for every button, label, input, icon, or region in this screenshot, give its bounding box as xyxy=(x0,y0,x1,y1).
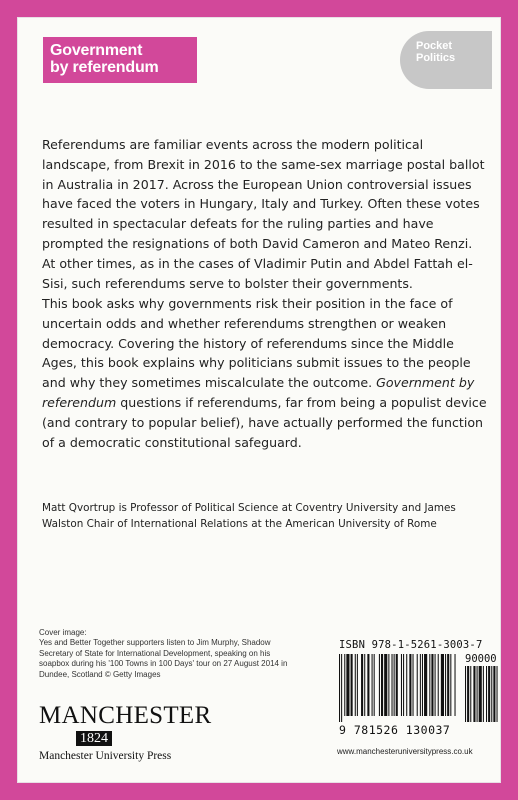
series-badge-line-2: Politics xyxy=(416,52,456,64)
barcode-bar xyxy=(357,654,358,716)
barcode-bar xyxy=(394,654,395,716)
series-badge-line-1: Pocket xyxy=(416,40,453,52)
barcode-bar xyxy=(351,654,353,716)
publisher-website: www.manchesteruniversitypress.co.uk xyxy=(337,747,473,756)
price-barcode-bar xyxy=(491,666,492,722)
book-title-italic: Government by referendum xyxy=(42,375,475,410)
barcode-bar xyxy=(424,654,427,716)
barcode-bar xyxy=(447,654,449,716)
barcode-bar xyxy=(361,654,363,716)
price-barcode-bar xyxy=(488,666,490,722)
description-paragraph-1: Referendums are familiar events across the modern political landscape, from Brexit in 2016 to the same-sex marriage postal ballot in Australia in 2017. Across the European Union controversial issues have faced the voters in Hungary, Italy and Turkey. Often these votes resulted in spectacular defeats for the ruling parties and have prompted the resignations of both David Cameron and Mateo Renzi. At other times, as in the cases of Vladimir Putin and Abdel Fattah el-Sisi, such referendums serve to bolster their governments. xyxy=(42,137,485,291)
price-barcode-bar xyxy=(486,666,487,722)
price-barcode-bar xyxy=(473,666,475,722)
barcode-bar xyxy=(431,654,433,716)
barcode-bar xyxy=(445,654,446,716)
barcode-bar xyxy=(374,654,375,716)
price-barcode-bar xyxy=(470,666,471,722)
barcode-bar xyxy=(422,654,423,716)
barcode-bar xyxy=(435,654,436,716)
barcode-bar xyxy=(409,654,411,716)
publisher-logo-name: MANCHESTER xyxy=(39,702,212,729)
barcode-bar xyxy=(367,654,369,716)
barcode-bar xyxy=(413,654,414,716)
para2-text-end: questions if referendums, far from being a populist device (and contrary to popular belief), have actually performed the function of a democratic constitutional safeguard. xyxy=(42,394,487,450)
barcode-bar xyxy=(346,654,349,716)
author-bio: Matt Qvortrup is Professor of Political Science at Coventry University and James Walston Chair of International Relations at the American University of Rome xyxy=(42,502,456,530)
title-line-1: Government xyxy=(50,42,143,59)
barcode-bar xyxy=(438,654,439,716)
barcode-bar xyxy=(344,654,345,716)
series-badge xyxy=(400,31,492,89)
barcode-bar xyxy=(417,654,418,716)
barcode-bar xyxy=(429,654,430,716)
cover-image-credit xyxy=(39,628,299,680)
barcode-bar xyxy=(392,654,393,716)
barcode-bar xyxy=(401,654,402,716)
barcode-bar xyxy=(396,654,398,716)
barcode-bar xyxy=(341,654,342,722)
price-barcode-bar xyxy=(479,666,482,722)
publisher-name: Manchester University Press xyxy=(39,750,172,762)
description-paragraph-2 xyxy=(42,294,488,452)
isbn-label: ISBN 978-1-5261-3003-7 xyxy=(339,639,483,651)
back-cover xyxy=(17,17,501,783)
price-barcode-bar xyxy=(477,666,478,722)
barcode-bar xyxy=(441,654,444,716)
barcode-bar xyxy=(355,654,356,716)
price-barcode-bar xyxy=(497,666,498,722)
barcode-bar xyxy=(455,654,456,716)
barcode-bar xyxy=(403,654,404,716)
barcode-bar xyxy=(339,654,340,722)
barcode-bars xyxy=(337,654,503,724)
cover-image-heading: Cover image: xyxy=(39,628,87,637)
barcode-bar xyxy=(384,654,387,716)
barcode-bar xyxy=(450,654,451,716)
barcode-bar xyxy=(420,654,421,716)
barcode-bar xyxy=(406,654,407,716)
cover-image-caption: Yes and Better Together supporters listen to Jim Murphy, Shadow Secretary of State for International Development, speaking on his soapbox during his '100 Towns in 100 Days' tour on 27 August 2014 in Dundee, Scotland © Getty Images xyxy=(39,638,288,679)
barcode-bar xyxy=(372,654,373,716)
publisher-logo-year: 1824 xyxy=(76,731,112,746)
price-barcode-bar xyxy=(483,666,484,722)
price-barcode-bar xyxy=(465,666,466,722)
title-box xyxy=(43,37,197,83)
barcode-bar xyxy=(381,654,383,716)
publisher-logo xyxy=(39,702,212,762)
price-barcode-bar xyxy=(467,666,469,722)
barcode-bar xyxy=(388,654,389,716)
title-line-2: by referendum xyxy=(50,59,159,76)
price-code: 90000 xyxy=(465,654,497,665)
price-barcode-bar xyxy=(493,666,495,722)
para2-text-start: This book asks why governments risk their position in the face of uncertain odds and whether referendums strengthen or weaken democracy. Covering the history of referendums since the Middle Ages, this book explains why politicians submit issues to the people and why they sometimes miscalculate the outcome. xyxy=(42,296,471,391)
barcode-digits: 9 781526 130037 xyxy=(339,723,451,737)
isbn-barcode xyxy=(337,654,503,724)
barcode-bar xyxy=(379,654,380,716)
barcode-bar xyxy=(364,654,365,716)
